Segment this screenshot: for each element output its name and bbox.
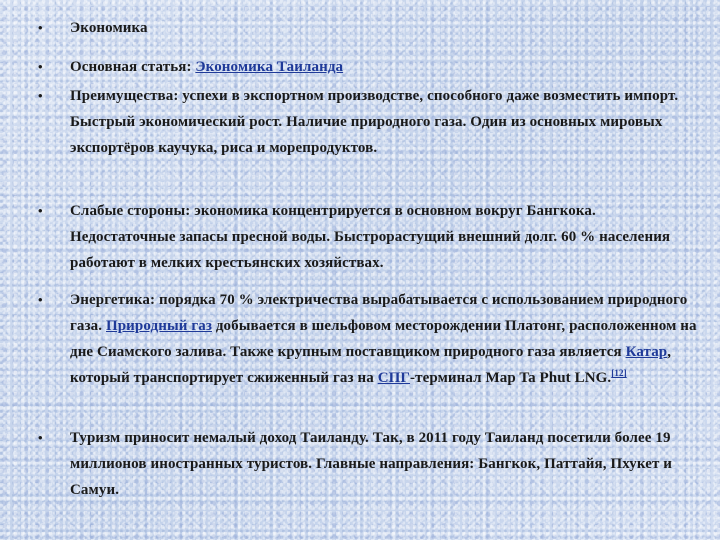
bullet-icon: • — [38, 88, 43, 103]
list-item-tourism — [38, 425, 700, 503]
item-text: -терминал Map Ta Phut LNG. — [410, 370, 612, 386]
bullet-icon: • — [38, 20, 43, 35]
bullet-icon: • — [38, 203, 43, 218]
item-text: Слабые стороны: экономика концентрируется в основном вокруг Бангкока. Недостаточные запасы пресной воды. Быстрорастущий внешний долг. 60 % населения работают в мелких крестьянских хозяйствах. — [70, 203, 671, 271]
link-lng[interactable]: СПГ — [377, 370, 411, 386]
item-text: Преимущества: успехи в экспортном производстве, способного даже возместить импорт. Быстрый экономический рост. Наличие природного газа. Один из основных мировых экспортёров каучука, риса и морепродуктов. — [70, 88, 679, 156]
item-text: добывается в шельфовом месторождении Платонг, расположенном на дне Сиамского залива. Также крупным поставщиком природного газа является — [70, 318, 697, 360]
list-item-advantages — [38, 83, 700, 161]
list-item-energy — [38, 287, 700, 391]
item-text: , который транспортирует сжиженный газ на — [70, 344, 672, 386]
bullet-icon: • — [38, 292, 43, 307]
list-item-weaknesses — [38, 198, 700, 276]
bullet-icon: • — [38, 59, 43, 74]
link-thailand-economy[interactable]: Экономика Таиланда — [195, 59, 344, 75]
reference-link[interactable]: [12] — [611, 368, 627, 378]
list-item-main-article — [38, 54, 700, 80]
item-text: Экономика — [70, 20, 148, 36]
bullet-icon: • — [38, 430, 43, 445]
item-text: Энергетика: порядка 70 % электричества вырабатывается с использованием природного газа. — [70, 292, 688, 334]
link-qatar[interactable]: Катар — [625, 344, 668, 360]
item-text-prefix: Основная статья: — [70, 59, 196, 75]
item-text: Туризм приносит немалый доход Таиланду. Так, в 2011 году Таиланд посетили более 19 миллионов иностранных туристов. Главные направления: Бангкок, Паттайя, Пхукет и Самуи. — [70, 430, 673, 498]
list-item-economy — [38, 15, 700, 41]
link-natural-gas[interactable]: Природный газ — [105, 318, 212, 334]
